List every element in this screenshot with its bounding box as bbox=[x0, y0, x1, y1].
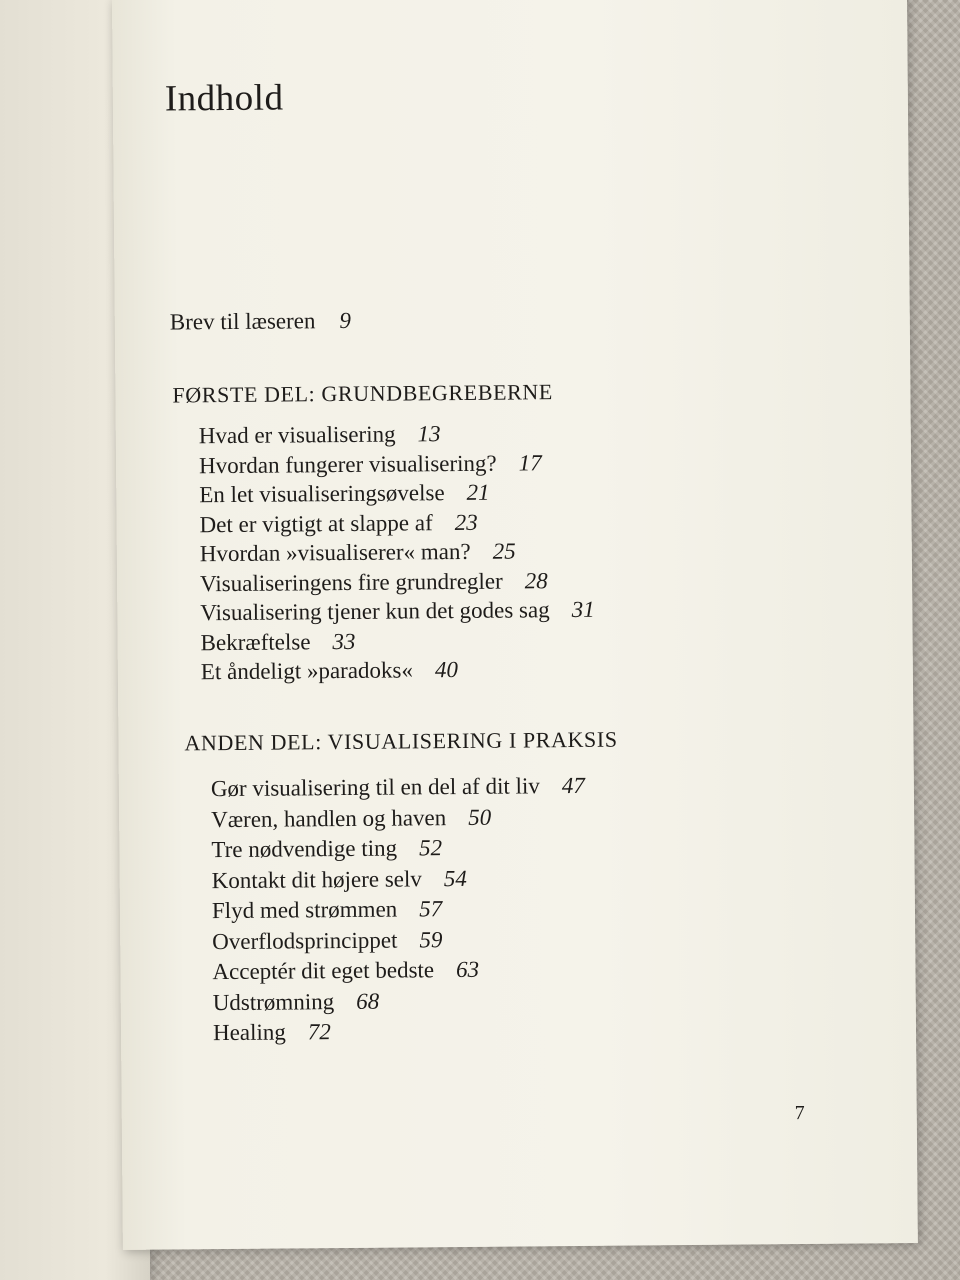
toc-list-first-part bbox=[199, 418, 596, 687]
toc-entry-label: Overflodsprincippet bbox=[212, 927, 398, 954]
toc-list-second-part bbox=[211, 771, 587, 1049]
toc-entry-page: 21 bbox=[466, 479, 490, 505]
toc-entry-label: Hvad er visualisering bbox=[198, 421, 396, 449]
toc-entry-label: Hvordan »visualiserer« man? bbox=[199, 538, 471, 567]
toc-entry-label: Bekræftelse bbox=[200, 628, 311, 655]
toc-entry bbox=[212, 923, 586, 957]
toc-entry bbox=[213, 1015, 587, 1049]
page-title: Indhold bbox=[164, 77, 284, 120]
toc-entry-page: 9 bbox=[339, 307, 352, 334]
toc-entry-label: Udstrømning bbox=[212, 988, 335, 1015]
toc-entry-page: 33 bbox=[332, 628, 356, 654]
toc-entry-page: 52 bbox=[419, 835, 443, 861]
toc-entry bbox=[212, 893, 586, 927]
toc-entry-label: Det er vigtigt at slappe af bbox=[199, 509, 433, 537]
toc-entry-page: 68 bbox=[356, 988, 380, 1014]
toc-entry-page: 17 bbox=[518, 449, 542, 475]
toc-entry-label: Flyd med strømmen bbox=[211, 896, 398, 924]
part-heading-second: ANDEN DEL: VISUALISERING I PRAKSIS bbox=[184, 726, 618, 756]
toc-entry bbox=[199, 477, 594, 510]
toc-entry-page: 31 bbox=[571, 596, 595, 623]
toc-entry bbox=[200, 624, 595, 657]
toc-entry bbox=[199, 506, 594, 539]
toc-entry-page: 54 bbox=[443, 865, 467, 891]
toc-entry bbox=[212, 862, 586, 896]
toc-entry bbox=[199, 447, 594, 480]
page-number: 7 bbox=[794, 1101, 805, 1125]
toc-entry-label: Væren, handlen og haven bbox=[211, 804, 447, 832]
toc-entry-label: En let visualiseringsøvelse bbox=[199, 480, 445, 508]
toc-entry-label: Visualisering tjener kun det godes sag bbox=[200, 597, 550, 626]
toc-entry-page: 59 bbox=[419, 926, 443, 952]
toc-entry bbox=[211, 832, 585, 866]
toc-entry-page: 47 bbox=[561, 772, 585, 799]
toc-entry bbox=[200, 595, 595, 628]
toc-entry-label: Gør visualisering til en del af dit liv bbox=[210, 773, 540, 802]
toc-entry-label: Kontakt dit højere selv bbox=[211, 865, 422, 893]
toc-entry-label: Visualiseringens fire grundregler bbox=[199, 568, 503, 596]
toc-entry-page: 25 bbox=[492, 538, 516, 564]
toc-entry bbox=[200, 565, 595, 598]
toc-entry-page: 63 bbox=[455, 956, 480, 983]
toc-entry bbox=[212, 954, 586, 988]
toc-entry-label: Hvordan fungerer visualisering? bbox=[198, 450, 497, 478]
toc-entry-page: 13 bbox=[417, 421, 441, 447]
toc-entry-label: Acceptér dit eget bedste bbox=[212, 957, 435, 985]
toc-entry-label: Brev til læseren bbox=[169, 308, 316, 335]
toc-entry-page: 57 bbox=[419, 896, 443, 922]
table-of-contents-page bbox=[112, 0, 918, 1250]
toc-entry-label: Tre nødvendige ting bbox=[211, 835, 398, 863]
toc-entry-intro bbox=[170, 308, 351, 336]
toc-entry-page: 50 bbox=[468, 804, 492, 830]
toc-entry bbox=[200, 536, 595, 569]
toc-entry-page: 23 bbox=[454, 509, 478, 535]
toc-entry-page: 40 bbox=[434, 657, 459, 683]
part-heading-first: FØRSTE DEL: GRUNDBEGREBERNE bbox=[172, 379, 553, 408]
toc-entry bbox=[201, 654, 596, 687]
toc-entry bbox=[199, 418, 594, 451]
toc-entry bbox=[211, 801, 585, 835]
toc-entry-page: 72 bbox=[307, 1019, 331, 1045]
toc-entry-label: Et åndeligt »paradoks« bbox=[200, 657, 414, 685]
toc-entry-label: Healing bbox=[212, 1019, 286, 1046]
toc-entry bbox=[213, 984, 587, 1018]
toc-entry-page: 28 bbox=[524, 567, 548, 593]
toc-entry bbox=[211, 771, 585, 805]
